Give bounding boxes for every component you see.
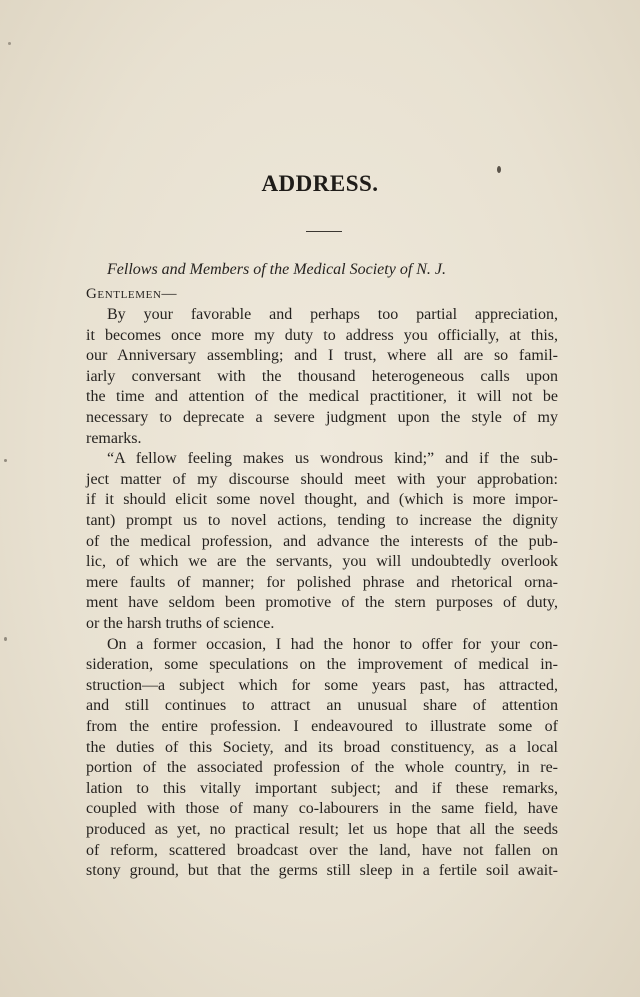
text-line: of reform, scattered broadcast over the land, have not fallen on [86, 841, 558, 859]
text-line: struction—a subject which for some years past, has attracted, [86, 676, 558, 694]
text-line: “A fellow feeling makes us wondrous kind;” and if the sub- [107, 450, 558, 468]
text-line: lation to this vitally important subject; and if these remarks, [86, 779, 558, 797]
text-line: the duties of this Society, and its broad constituency, as a local [86, 738, 558, 756]
text-line: or the harsh truths of science. [86, 615, 275, 632]
text-line: ment have seldom been promotive of the stern purposes of duty, [86, 594, 558, 612]
text-line: necessary to deprecate a severe judgment upon the style of my [86, 409, 558, 426]
ink-speck [8, 42, 11, 45]
text-line: if it should elicit some novel thought, and (which is more impor- [86, 491, 558, 509]
text-line: tant) prompt us to novel actions, tending to increase the dignity [86, 512, 558, 529]
text-line: iarly conversant with the thousand heterogeneous calls upon [86, 367, 558, 385]
page-title: ADDRESS. [261, 171, 379, 196]
text-line: the time and attention of the medical practitioner, it will not be [86, 388, 558, 406]
addressee: Gentlemen— [86, 286, 178, 302]
text-line: our Anniversary assembling; and I trust, where all are so famil- [86, 347, 558, 365]
title-divider [306, 231, 342, 232]
text-line: and still continues to attract an unusual share of attention [86, 697, 558, 715]
text-line: ject matter of my discourse should meet with your approbation: [86, 470, 558, 488]
text-line: By your favorable and perhaps too partial appreciation, [107, 306, 558, 323]
text-line: sideration, some speculations on the improvement of medical in- [86, 656, 558, 674]
text-line: On a former occasion, I had the honor to offer for your con- [107, 635, 558, 653]
text-line: of the medical profession, and advance the interests of the pub- [86, 532, 558, 550]
text-line: it becomes once more my duty to address you officially, at this, [86, 326, 558, 344]
ink-speck [4, 637, 7, 641]
text-line: stony ground, but that the germs still sleep in a fertile soil await- [86, 862, 558, 880]
salutation: Fellows and Members of the Medical Society of N. J. [107, 261, 447, 278]
text-line: lic, of which we are the servants, you will undoubtedly overlook [86, 553, 558, 571]
text-line: coupled with those of many co-labourers in the same field, have [86, 800, 558, 818]
text-line: portion of the associated profession of the whole country, in re- [86, 759, 558, 777]
ink-speck [4, 459, 7, 462]
text-line: from the entire profession. I endeavoured to illustrate some of [86, 718, 558, 735]
text-line: mere faults of manner; for polished phrase and rhetorical orna- [86, 573, 558, 591]
text-line: produced as yet, no practical result; let us hope that all the seeds [86, 821, 558, 838]
ink-speck [497, 166, 501, 173]
text-line: remarks. [86, 429, 142, 447]
